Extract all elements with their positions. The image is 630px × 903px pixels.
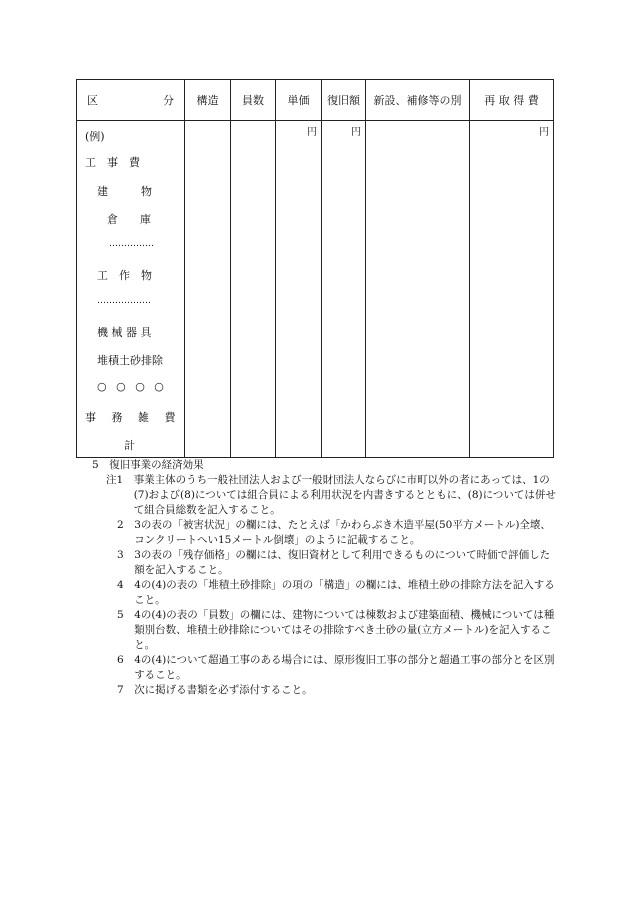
header-insu: 員数: [231, 80, 276, 121]
header-betsu: 新設、補修等の別: [366, 80, 470, 121]
note-3-num: 3: [117, 549, 135, 561]
row-label-taiseki-dosha: 堆積土砂排除: [97, 354, 163, 367]
note-2-num: 2: [117, 519, 135, 531]
note-4: [76, 578, 556, 608]
row-labels-cell: [77, 121, 185, 458]
row-label-example: (例): [85, 130, 105, 143]
header-fukkyugaku: 復旧額: [322, 80, 366, 121]
note-7: [76, 683, 556, 698]
row-label-total: 計: [124, 439, 135, 452]
note-4-text: 4の(4)の表の「堆積土砂排除」の項の「構造」の欄には、堆積土砂の排除方法を記入すること。: [134, 579, 555, 606]
row-label-kousakubutsu: 工 作 物: [97, 269, 152, 282]
note-3: [76, 548, 556, 578]
note-5-text: 4の(4)の表の「員数」の欄には、建物については棟数および建築面積、機械については種類別台数、堆積土砂排除についてはその排除すべき土砂の量(立方メートル)を記入すること。: [134, 609, 555, 651]
note-1-text: 事業主体のうち一般社団法人および一般財団法人ならびに市町以外の者にあっては、1の(7)および(8)については組合員による利用状況を内書きするとともに、(8)については併せて組合員総数を記入すること。: [133, 474, 556, 516]
saishutoku-yen-mark: 円: [539, 127, 549, 138]
row-label-tatemono: 建 物: [97, 185, 152, 198]
header-kozo: 構造: [185, 80, 231, 121]
note-3-text: 3の表の「残存価格」の欄には、復旧資材として利用できるものについて時価で評価した額を記入すること。: [134, 549, 551, 576]
note-2: [76, 518, 556, 548]
row-label-souko: 倉 庫: [107, 213, 151, 226]
note-7-text: 次に掲げる書類を必ず添付すること。: [134, 684, 313, 696]
notes-section: [76, 458, 556, 698]
row-label-dots-1: ……………: [109, 239, 154, 249]
row-label-dots-2: ………………: [97, 296, 151, 306]
header-kubun: [77, 80, 185, 121]
note-1-num: 注1: [106, 474, 134, 486]
row-label-kikai-kigu: 機 械 器 具: [97, 326, 152, 339]
note-6-num: 6: [117, 654, 135, 666]
table-body-row: [77, 121, 554, 458]
row-label-koujihi: 工 事 費: [85, 156, 140, 169]
header-kubun-left: 区: [87, 94, 98, 107]
body-kozo-cell: [185, 121, 231, 458]
note-7-num: 7: [117, 684, 135, 696]
body-tanka-cell: [276, 121, 322, 458]
fukkyugaku-yen-mark: 円: [351, 127, 361, 138]
body-fukkyugaku-cell: [322, 121, 366, 458]
row-label-circles: ○ ○ ○ ○: [97, 380, 167, 393]
section-heading: 5 復旧事業の経済効果: [92, 459, 204, 471]
note-4-num: 4: [117, 579, 135, 591]
note-5: [76, 608, 556, 653]
note-5-num: 5: [117, 609, 135, 621]
note-1: [76, 473, 556, 518]
table-header-row: [77, 80, 554, 121]
body-betsu-cell: [366, 121, 470, 458]
note-6: [76, 653, 556, 683]
header-kubun-right: 分: [163, 94, 174, 107]
body-saishutoku-cell: [470, 121, 554, 458]
tanka-yen-mark: 円: [307, 127, 317, 138]
body-insu-cell: [231, 121, 276, 458]
header-saishutoku: 再 取 得 費: [470, 80, 554, 121]
header-tanka: 単価: [276, 80, 322, 121]
note-6-text: 4の(4)について超過工事のある場合には、原形復旧工事の部分と超過工事の部分とを区別すること。: [134, 654, 555, 681]
row-label-jimu-zappi: 事 務 雑 費: [85, 411, 182, 424]
restoration-cost-table: [76, 79, 554, 458]
note-2-text: 3の表の「被害状況」の欄には、たとえば「かわらぶき木造平屋(50平方メートル)全壊、コンクリートへい15メートル倒壊」のように記載すること。: [134, 519, 551, 546]
